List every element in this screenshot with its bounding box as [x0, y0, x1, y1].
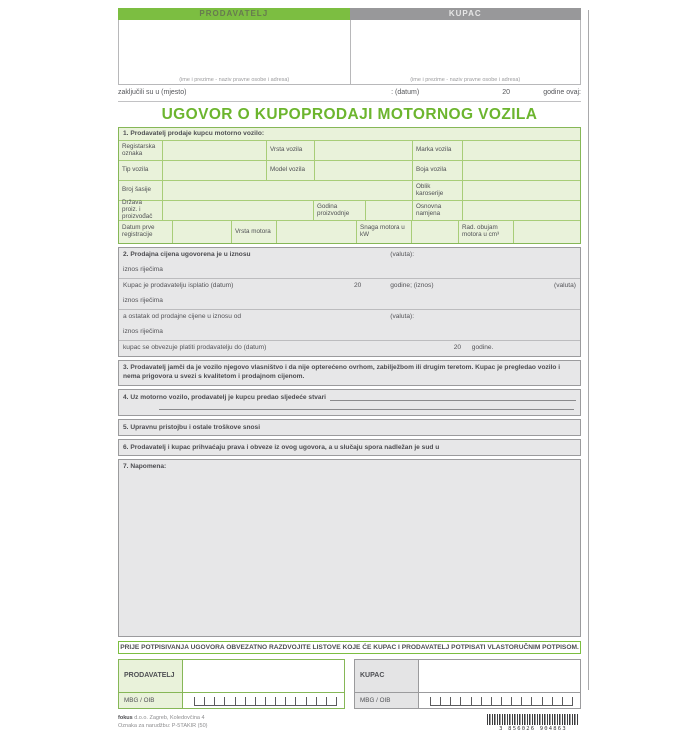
buyer-name-caption: (ime i prezime - naziv pravne osobe i adresa): [410, 77, 521, 83]
seller-name-caption: (ime i prezime - naziv pravne osobe i adresa): [179, 77, 290, 83]
label-osnovna-namjena: Osnovna namjena: [413, 201, 463, 220]
field-marka-vozila: [463, 141, 580, 160]
section1-vehicle-table: [118, 127, 581, 244]
seller-signature-block: [118, 659, 345, 709]
intro-place-label: zaključili su u (mjesto): [118, 89, 187, 96]
intro-year-prefix: 20: [502, 89, 511, 96]
label-vrsta-vozila: Vrsta vozila: [267, 141, 315, 160]
vehicle-row-1: [119, 140, 580, 160]
section4-items: [118, 389, 581, 416]
publisher-brand: fokus: [118, 714, 133, 721]
label-godina-proizvodnje: Godina proizvodnje: [314, 201, 366, 220]
section7-note: 7. Napomena:: [118, 459, 581, 637]
pay-by-label: kupac se obvezuje platiti prodavatelju do (datum): [123, 344, 267, 351]
seller-oib-comb-field: [194, 695, 337, 706]
contract-title: UGOVOR O KUPOPRODAJI MOTORNOG VOZILA: [161, 106, 538, 123]
label-boja-vozila: Boja vozila: [413, 161, 463, 180]
currency-label-2: (valuta): [554, 282, 576, 289]
amount-in-words-3: iznos riječima: [123, 328, 163, 335]
amount-in-words-2: iznos riječima: [123, 297, 163, 304]
label-radni-obujam: Rad. obujam motora u cm³: [459, 221, 514, 243]
barcode-number: 3 856026 904863: [499, 725, 567, 732]
label-drzava-proizvodac: Država proiz. i proizvođač: [119, 201, 163, 220]
buyer-paid-label: Kupac je prodavatelju isplatio (datum): [123, 282, 234, 289]
section4-writing-line-1: [330, 393, 576, 401]
price-agreed-label: 2. Prodajna cijena ugovorena je u iznosu: [123, 251, 251, 258]
label-model-vozila: Model vozila: [267, 161, 315, 180]
amount-in-words-1: iznos riječima: [123, 266, 163, 273]
remainder-row: [119, 309, 580, 340]
section2-price: [118, 247, 581, 357]
price-agreed-row: [119, 248, 580, 278]
vehicle-row-5: [119, 220, 580, 243]
buyer-signature-label: KUPAC: [355, 660, 419, 692]
seller-oib-label: MBG / OIB: [119, 693, 183, 708]
label-vrsta-motora: Vrsta motora: [232, 221, 277, 243]
footer: [118, 714, 581, 736]
barcode-bars: [487, 714, 579, 725]
intro-date-label: : (datum): [391, 89, 420, 96]
section4-label: 4. Uz motorno vozilo, prodavatelj je kupcu predao sljedeće stvari: [123, 393, 326, 401]
label-oblik-karoserije: Oblik karoserije: [413, 181, 463, 200]
paid-row: [119, 278, 580, 309]
signatures-section: [118, 659, 581, 709]
field-radni-obujam: [514, 221, 580, 243]
field-godina-proizvodnje: [366, 201, 413, 220]
seller-name-field: [118, 20, 350, 85]
label-tip-vozila: Tip vozila: [119, 161, 163, 180]
buyer-signature-block: [354, 659, 581, 709]
section1-header: 1. Prodavatelj prodaje kupcu motorno vozilo:: [123, 130, 265, 137]
signing-warning: PRIJE POTPISIVANJA UGOVORA OBVEZATNO RAZDVOJITE LISTOVE KOJE ĆE KUPAC I PRODAVATELJ POTPISATI VLASTORUČNIM POTPISOM.: [118, 641, 581, 654]
vehicle-row-4: [119, 200, 580, 220]
field-drzava-proizvodac: [163, 201, 314, 220]
seller-party: [118, 8, 350, 85]
section3-warranty: 3. Prodavatelj jamči da je vozilo njegovo vlasništvo i da nije opterećeno ovrhom, zabilježbom ili drugim teretom. Kupac je pregledao vozilo i nema prigovora u svezi s kvalitetom i prodajnom cijenom.: [118, 360, 581, 386]
field-oblik-karoserije: [463, 181, 580, 200]
buyer-oib-comb-field: [430, 695, 573, 706]
field-boja-vozila: [463, 161, 580, 180]
buyer-signature-field: [419, 660, 580, 692]
seller-signature-field: [183, 660, 344, 692]
section6-court: 6. Prodavatelj i kupac prihvaćaju prava i obveze iz ovog ugovora, a u slučaju spora nadležan je sud u: [118, 439, 581, 456]
buyer-party: [350, 8, 582, 85]
intro-line: [118, 85, 581, 102]
barcode: [487, 714, 579, 732]
field-vrsta-vozila: [315, 141, 413, 160]
publisher-address: d.o.o. Zagreb, Koledovčina 4: [134, 714, 205, 721]
buyer-name-field: [350, 20, 582, 85]
pay-by-row: [119, 340, 580, 356]
field-registarska-oznaka: [163, 141, 267, 160]
label-broj-sasije: Broj šasije: [119, 181, 163, 200]
intro-year-suffix: godine ovaj:: [543, 89, 581, 96]
remainder-label: a ostatak od prodajne cijene u iznosu od: [123, 313, 242, 320]
label-marka-vozila: Marka vozila: [413, 141, 463, 160]
contract-sheet: [118, 8, 581, 736]
seller-signature-label: PRODAVATELJ: [119, 660, 183, 692]
field-datum-prve-registracije: [173, 221, 232, 243]
section5-costs: 5. Upravnu pristojbu i ostale troškove snosi: [118, 419, 581, 436]
field-snaga-motora: [412, 221, 459, 243]
order-code: Oznaka za narudžbu: P-5TAKIR (50): [118, 723, 208, 730]
field-vrsta-motora: [277, 221, 357, 243]
field-osnovna-namjena: [463, 201, 580, 220]
buyer-oib-label: MBG / OIB: [355, 693, 419, 708]
vehicle-row-2: [119, 160, 580, 180]
pay-by-year-suffix: godine.: [471, 344, 494, 351]
label-datum-prve-registracije: Datum prve registracije: [119, 221, 173, 243]
label-registarska-oznaka: Registarska oznaka: [119, 141, 163, 160]
paper-right-edge: [588, 10, 589, 690]
field-model-vozila: [315, 161, 413, 180]
section4-writing-line-2: [159, 409, 574, 410]
seller-header: PRODAVATELJ: [118, 8, 350, 20]
paid-year-prefix: 20: [354, 282, 362, 289]
label-snaga-motora: Snaga motora u kW: [357, 221, 412, 243]
buyer-header: KUPAC: [350, 8, 582, 20]
field-broj-sasije: [163, 181, 413, 200]
currency-label-1: (valuta):: [390, 251, 415, 258]
parties-section: [118, 8, 581, 85]
vehicle-row-3: [119, 180, 580, 200]
paid-amount-label: godine; (iznos): [390, 282, 434, 289]
field-tip-vozila: [163, 161, 267, 180]
currency-label-3: (valuta):: [390, 313, 415, 320]
pay-by-year-prefix: 20: [453, 344, 462, 351]
